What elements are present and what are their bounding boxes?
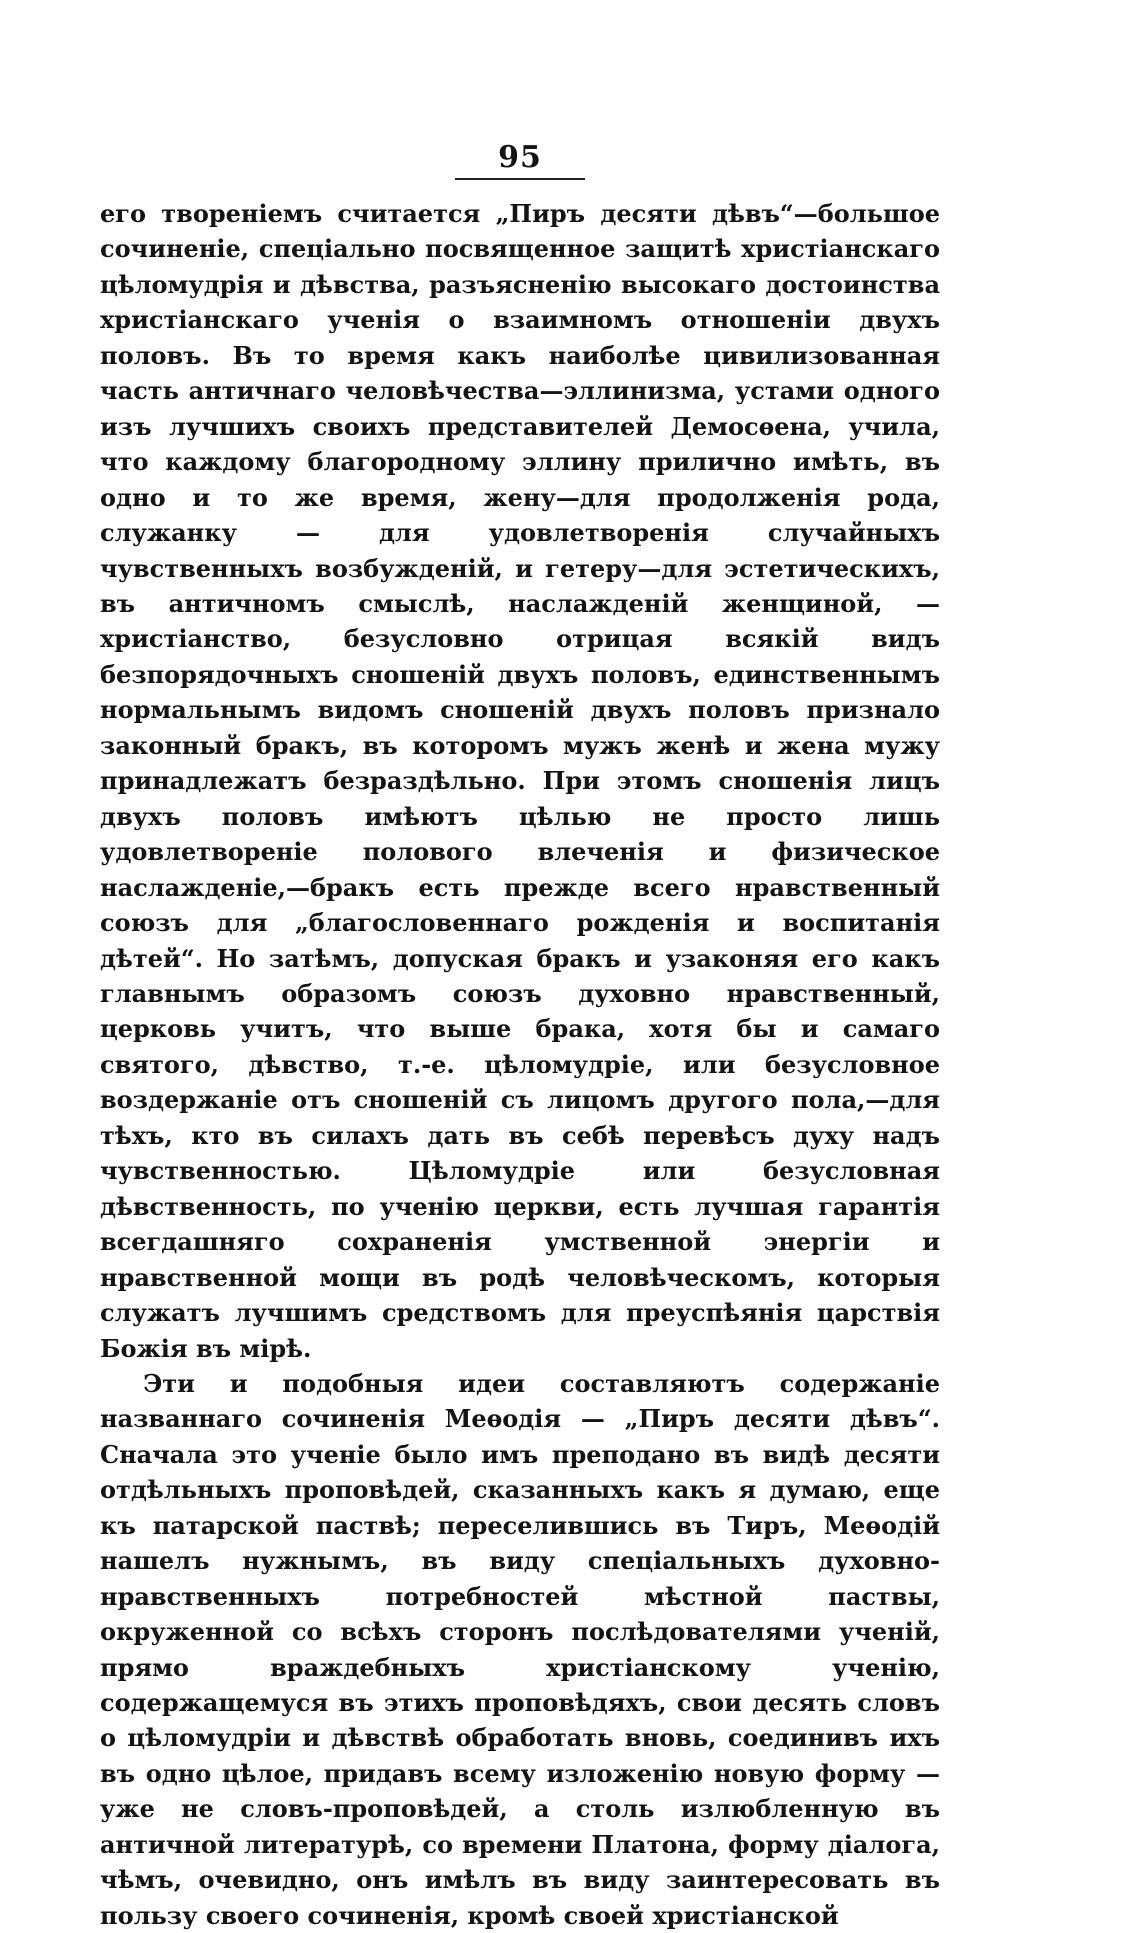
body-text xyxy=(100,196,940,1933)
paragraph-1: его твореніемъ считается „Пиръ десяти дѣвъ“—большое сочиненіе, спеціально посвященное защитѣ христіанскаго цѣломудрія и дѣвства, разъясненію высокаго достоинства христіанскаго ученія о взаимномъ отношеніи двухъ половъ. Въ то время какъ наиболѣе цивилизованная часть античнаго человѣчества—эллинизма, устами одного изъ лучшихъ своихъ представителей Демосѳена, учила, что каждому благородному эллину прилично имѣть, въ одно и то же время, жену—для продолженія рода, служанку — для удовлетворенія случайныхъ чувственныхъ возбужденій, и гетеру—для эстетическихъ, въ античномъ смыслѣ, наслажденій женщиной, — христіанство, безусловно отрицая всякій видъ безпорядочныхъ сношеній двухъ половъ, единственнымъ нормальнымъ видомъ сношеній двухъ половъ признало законный бракъ, въ которомъ мужъ женѣ и жена мужу принадлежатъ безраздѣльно. При этомъ сношенія лицъ двухъ половъ имѣютъ цѣлью не просто лишь удовлетвореніе полового влеченія и физическое наслажденіе,—бракъ есть прежде всего нравственный союзъ для „благословеннаго рожденія и воспитанія дѣтей“. Но затѣмъ, допуская бракъ и узаконяя его какъ главнымъ образомъ союзъ духовно нравственный, церковь учитъ, что выше брака, хотя бы и самаго святого, дѣвство, т.-е. цѣломудріе, или безусловное воздержаніе отъ сношеній съ лицомъ другого пола,—для тѣхъ, кто въ силахъ дать въ себѣ перевѣсъ духу надъ чувственностью. Цѣломудріе или безусловная дѣвственность, по ученію церкви, есть лучшая гарантія всегдашняго сохраненія умственной энергіи и нравственной мощи въ родѣ человѣческомъ, которыя служатъ лучшимъ средствомъ для преуспѣянія царствія Божія въ мірѣ. xyxy=(100,199,940,1363)
paragraph-2: Эти и подобныя идеи составляютъ содержаніе названнаго сочиненія Меѳодія — „Пиръ десяти дѣвъ“. Сначала это ученіе было имъ преподано въ видѣ десяти отдѣльныхъ проповѣдей, сказанныхъ какъ я думаю, еще къ патарской паствѣ; переселившись въ Тиръ, Меѳодій нашелъ нужнымъ, въ виду спеціальныхъ духовно-нравственныхъ потребностей мѣстной паствы, окруженной со всѣхъ сторонъ послѣдователями ученій, прямо враждебныхъ христіанскому ученію, содержащемуся въ этихъ проповѣдяхъ, свои десять словъ о цѣломудріи и дѣвствѣ обработать вновь, соединивъ ихъ въ одно цѣлое, придавъ всему изложенію новую форму — уже не словъ-проповѣдей, а столь излюбленную въ античной литературѣ, со времени Платона, форму діалога, чѣмъ, очевидно, онъ имѣлъ въ виду заинтересовать въ пользу своего сочиненія, кромѣ своей христіанской xyxy=(100,1368,940,1930)
page-number: 95 xyxy=(498,140,542,175)
page-number-rule xyxy=(455,178,585,180)
